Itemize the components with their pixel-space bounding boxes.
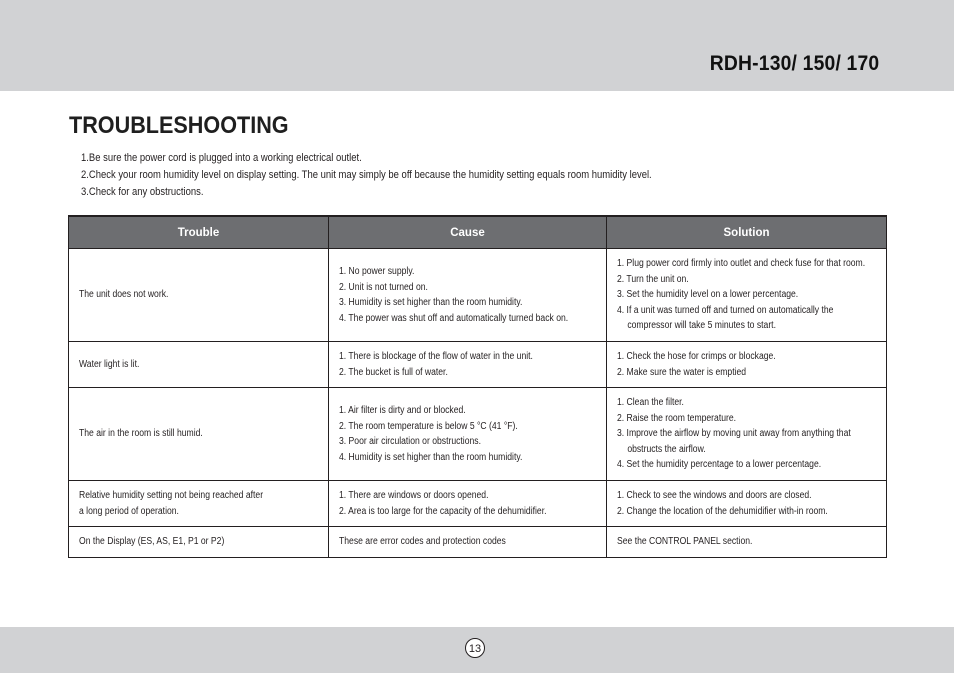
cause-line: 1. No power supply. (339, 266, 415, 277)
table-row (69, 388, 887, 481)
trouble-line: The unit does not work. (79, 289, 169, 301)
trouble-line: Water light is lit. (79, 358, 140, 370)
cause-cell (329, 481, 607, 527)
cause-line: 1. There are windows or doors opened. (339, 490, 489, 501)
trouble-line: Relative humidity setting not being reached after (79, 490, 264, 501)
cause-line: 1. There is blockage of the flow of water in the unit. (339, 351, 533, 362)
solution-cell (607, 342, 887, 388)
header-band (0, 0, 954, 91)
cause-line: 4. The power was shut off and automatically turned back on. (339, 312, 569, 324)
cause-line: 2. The bucket is full of water. (339, 366, 448, 378)
header-trouble: Trouble (69, 216, 329, 249)
solution-line: obstructs the airflow. (627, 443, 706, 455)
trouble-line: The air in the room is still humid. (79, 428, 203, 440)
cause-line: 2. Area is too large for the capacity of the dehumidifier. (339, 505, 547, 517)
trouble-line: On the Display (ES, AS, E1, P1 or P2) (79, 536, 225, 548)
solution-line: 2. Change the location of the dehumidifier with-in room. (617, 505, 828, 517)
cause-line: 3. Humidity is set higher than the room humidity. (339, 297, 523, 308)
solution-cell (607, 249, 887, 342)
solution-line: 2. Raise the room temperature. (617, 412, 737, 424)
solution-line: 2. Make sure the water is emptied (617, 366, 747, 378)
solution-line: 4. If a unit was turned off and turned on automatically the (617, 304, 834, 316)
tip-item: 2.Check your room humidity level on display setting. The unit may simply be off because the humidity setting equals room humidity level. (81, 169, 652, 181)
solution-line: 1. Plug power cord firmly into outlet and check fuse for that room. (617, 258, 866, 270)
trouble-cell (69, 481, 329, 527)
trouble-cell (69, 527, 329, 558)
cause-cell (329, 249, 607, 342)
solution-cell (607, 481, 887, 527)
page-number: 13 (465, 638, 485, 658)
tip-item: 1.Be sure the power cord is plugged into a working electrical outlet. (81, 152, 362, 164)
tips-list (81, 150, 652, 201)
solution-line: 3. Set the humidity level on a lower percentage. (617, 289, 799, 301)
tip-item: 3.Check for any obstructions. (81, 186, 204, 198)
cause-cell (329, 342, 607, 388)
model-number: RDH-130/ 150/ 170 (709, 52, 879, 75)
trouble-cell (69, 249, 329, 342)
table-row (69, 481, 887, 527)
table-header-row (69, 216, 887, 249)
trouble-cell (69, 342, 329, 388)
trouble-line: a long period of operation. (79, 505, 179, 517)
cause-line: 2. Unit is not turned on. (339, 281, 428, 293)
header-solution: Solution (607, 216, 887, 249)
cause-line: 3. Poor air circulation or obstructions. (339, 436, 481, 447)
table-row (69, 527, 887, 558)
cause-line: 4. Humidity is set higher than the room humidity. (339, 451, 523, 463)
solution-line: 4. Set the humidity percentage to a lower percentage. (617, 459, 822, 471)
solution-cell (607, 388, 887, 481)
page-title: TROUBLESHOOTING (69, 112, 289, 139)
table-row (69, 249, 887, 342)
solution-line: 1. Check to see the windows and doors are closed. (617, 490, 812, 501)
solution-line: 1. Check the hose for crimps or blockage. (617, 351, 776, 362)
solution-line: 3. Improve the airflow by moving unit away from anything that (617, 428, 851, 440)
cause-cell (329, 388, 607, 481)
solution-line: See the CONTROL PANEL section. (617, 536, 753, 548)
solution-line: 2. Turn the unit on. (617, 273, 689, 285)
table-row (69, 342, 887, 388)
cause-line: 2. The room temperature is below 5 °C (41 °F). (339, 420, 518, 432)
header-cause: Cause (329, 216, 607, 249)
cause-line: These are error codes and protection codes (339, 536, 506, 548)
solution-line: compressor will take 5 minutes to start. (627, 320, 776, 332)
solution-line: 1. Clean the filter. (617, 397, 684, 409)
troubleshooting-table (68, 215, 887, 558)
solution-cell (607, 527, 887, 558)
cause-line: 1. Air filter is dirty and or blocked. (339, 405, 466, 416)
cause-cell (329, 527, 607, 558)
trouble-cell (69, 388, 329, 481)
